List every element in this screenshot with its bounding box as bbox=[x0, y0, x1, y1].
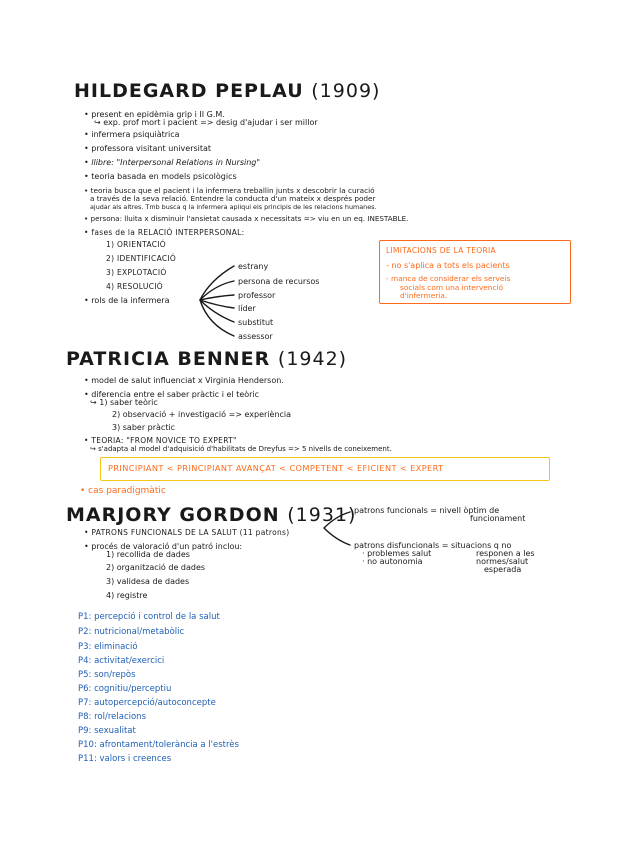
benner-line-2: • diferencia entre el saber pràctic i el teòric bbox=[84, 390, 260, 399]
benner-line-1: • model de salut influenciat x Virginia Henderson. bbox=[84, 376, 284, 385]
benner-line-4: 2) observació + investigació => experiència bbox=[112, 410, 292, 419]
peplau-line-5: • llibre: "Interpersonal Relations in Nursing" bbox=[84, 158, 261, 167]
gordon-year: (1931) bbox=[287, 504, 357, 526]
peplau-line-1: • present en epidèmia grip i II G.M. bbox=[84, 110, 225, 119]
peplau-phase-4: 4) RESOLUCIÓ bbox=[106, 282, 163, 291]
limitation-3: socials com una intervenció bbox=[400, 283, 504, 292]
benner-heading bbox=[66, 348, 347, 370]
pattern-4: P4: activitat/exercici bbox=[78, 656, 165, 666]
gordon-dysfunctional: patrons disfuncionals = situacions q no bbox=[354, 541, 512, 550]
gordon-title: MARJORY GORDON bbox=[66, 504, 280, 526]
benner-line-3: ↪ 1) saber teòric bbox=[90, 398, 158, 407]
pattern-8: P8: rol/relacions bbox=[78, 712, 146, 722]
gordon-line-4: 2) organització de dades bbox=[106, 563, 206, 572]
benner-line-6: • TEORIA: "FROM NOVICE TO EXPERT" bbox=[84, 436, 237, 445]
gordon-dys-sub-1: · problemes salut bbox=[362, 549, 432, 558]
gordon-functional-2: funcionament bbox=[470, 514, 526, 523]
peplau-line-2: ↪ exp. prof mort i pacient => desig d'ajudar i ser millor bbox=[94, 118, 318, 127]
peplau-title: HILDEGARD PEPLAU bbox=[74, 80, 304, 102]
pattern-11: P11: valors i creences bbox=[78, 754, 172, 764]
gordon-dys-sub-2: · no autonomia bbox=[362, 557, 423, 566]
role-item-6: assessor bbox=[238, 332, 273, 341]
gordon-line-6: 4) registre bbox=[106, 591, 148, 600]
role-item-3: professor bbox=[238, 291, 276, 300]
pattern-7: P7: autopercepció/autoconcepte bbox=[78, 698, 216, 708]
pattern-10: P10: afrontament/tolerància a l'estrès bbox=[78, 740, 239, 750]
pattern-5: P5: son/repòs bbox=[78, 670, 136, 680]
role-item-1: estrany bbox=[238, 262, 269, 271]
pattern-6: P6: cognitiu/perceptiu bbox=[78, 684, 172, 694]
peplau-roles-label: • rols de la infermera bbox=[84, 296, 170, 305]
role-item-5: substitut bbox=[238, 318, 274, 327]
gordon-dys-right-3: esperada bbox=[484, 565, 522, 574]
benner-paradigm: • cas paradigmàtic bbox=[80, 486, 166, 496]
gordon-line-5: 3) validesa de dades bbox=[106, 577, 190, 586]
peplau-phase-1: 1) ORIENTACIÓ bbox=[106, 240, 167, 249]
peplau-line-9: ajudar als altres. Tmb busca q la infermera apliqui els principis de les relacions humanes. bbox=[90, 203, 377, 211]
pattern-3: P3: eliminació bbox=[78, 642, 138, 652]
limitation-2: - manca de considerar els serveis bbox=[386, 274, 511, 283]
peplau-line-8: a través de la seva relació. Entendre la conducta d'un mateix x després poder bbox=[90, 194, 376, 203]
gordon-line-2: • procés de valoració d'un patró inclou: bbox=[84, 542, 243, 551]
levels-text: PRINCIPIANT < PRINCIPIANT AVANÇAT < COMPETENT < EFICIENT < EXPERT bbox=[108, 463, 444, 473]
peplau-phase-3: 3) EXPLOTACIÓ bbox=[106, 268, 167, 277]
peplau-phase-2: 2) IDENTIFICACIÓ bbox=[106, 254, 177, 263]
benner-line-5: 3) saber pràctic bbox=[112, 423, 176, 432]
role-item-4: líder bbox=[238, 304, 256, 313]
gordon-line-3: 1) recollida de dades bbox=[106, 550, 190, 559]
role-item-2: persona de recursos bbox=[238, 277, 320, 286]
gordon-heading bbox=[66, 504, 356, 526]
gordon-functional: patrons funcionals = nivell òptim de bbox=[354, 506, 500, 515]
gordon-dys-right-2: normes/salut bbox=[476, 557, 529, 566]
limitation-1: - no s'aplica a tots els pacients bbox=[386, 261, 510, 270]
gordon-line-1: • PATRONS FUNCIONALS DE LA SALUT (11 patrons) bbox=[84, 528, 290, 537]
pattern-1: P1: percepció i control de la salut bbox=[78, 612, 220, 622]
benner-year: (1942) bbox=[277, 348, 348, 370]
limitation-4: d'infermeria. bbox=[400, 291, 448, 300]
peplau-line-6: • teoria basada en models psicològics bbox=[84, 172, 237, 181]
pattern-2: P2: nutricional/metabòlic bbox=[78, 627, 185, 637]
peplau-line-10: • persona: lluita x disminuir l'ansietat causada x necessitats => viu en un eq. INESTABLE. bbox=[84, 214, 409, 223]
pattern-9: P9: sexualitat bbox=[78, 726, 136, 736]
peplau-year: (1909) bbox=[311, 80, 381, 102]
gordon-dys-right-1: responen a les bbox=[476, 549, 535, 558]
benner-title: PATRICIA BENNER bbox=[66, 348, 271, 370]
limitations-title: LIMITACIONS DE LA TEORIA bbox=[386, 246, 496, 255]
peplau-line-4: • professora visitant universitat bbox=[84, 144, 212, 153]
peplau-line-11: • fases de la RELACIÓ INTERPERSONAL: bbox=[84, 228, 245, 237]
benner-line-7: ↪ s'adapta al model d'adquisició d'habilitats de Dreyfus => 5 nivells de coneixement. bbox=[90, 445, 392, 453]
peplau-line-3: • infermera psiquiàtrica bbox=[84, 130, 180, 139]
peplau-line-7: • teoria busca que el pacient i la infermera treballin junts x descobrir la curació bbox=[84, 186, 375, 195]
